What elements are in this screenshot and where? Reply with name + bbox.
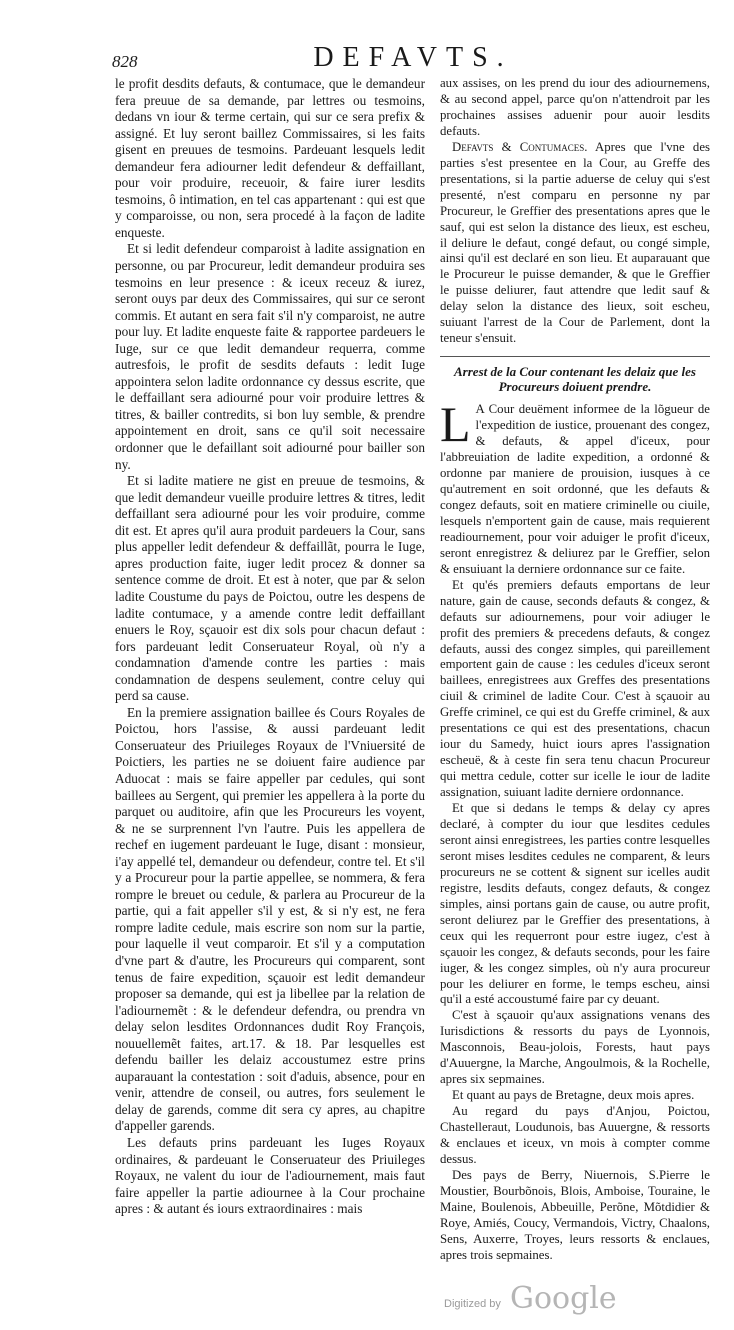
paragraph: Au regard du pays d'Anjou, Poictou, Chastelleraut, Loudunois, bas Auuergne, & ressorts & enclaues et iceux, vn mois à compter comme dessus. <box>440 1104 710 1166</box>
google-logo: Google <box>510 1281 617 1316</box>
arrest-heading: Arrest de la Cour contenant les delaiz que les Procureurs doiuent prendre. <box>454 364 696 395</box>
paragraph: le profit desdits defauts, & contumace, que le demandeur fera preuue de sa demande, par lettres ou tesmoins, dedans vn iour & terme certain, qui sur ce sera prefix & assigné. Et luy seront baillez Commissaires, si les faits gisent en preuues de tesmoins. Pardeuant lesquels ledit demandeur fera adiourner ledit defendeur & deffaillant, pour voir produire, receuoir, & faire iurer lesdits tesmoins, ô intimation, en tel cas appartenant : qui est que y comparoisse, ou non, sera procedé à la façon de ladite enqueste. <box>115 76 425 240</box>
right-column <box>440 76 710 1264</box>
digitized-watermark <box>444 1281 644 1315</box>
paragraph: En la premiere assignation baillee és Cours Royales de Poictou, hors l'assise, & aussi pardeuant ledit Conseruateur des Priuileges Royaux de l'Vniuersité de Poictiers, les parties ne se doiuent faire audience par Aduocat : mais se faire appeller par cedules, qui sont baillees au Sergent, qui premier les appellera à la porte du parquet ou auditoire, afin que les Procureurs les voyent, & ne se surprennent l'vn l'autre. Puis les appellera de rechef en iugement pardeuant le Iuge, disant : monsieur, i'ay appellé tel, demandeur ou defendeur, contre tel. Et s'il y a Procureur pour la partie appellee, se nommera, & fera rompre le breuet ou cedule, & parlera au Procureur de la partie, qui a fait appeller s'il y est, & si n'y est, ne fera rompre ladite cedule, mais escrire son nom sur la partie, pour laquelle il veut comparoir. Et s'il y a computation d'vne part & d'autre, les Procureurs qui comparent, sont tenus de faire expedition, sçauoir est ledit demandeur proposer sa demande, qui est ja libellee par la relation de l'adiournemẽt : & le defendeur defendra, ou prendra vn delay selon lesdites Ordonnances dudit Roy François, nouuellemẽt faites, art.17. & 18. Par lesquelles est defendu bailler les delaiz accoustumez estre prins auparauant la contestation : soit d'aduis, absence, pour en venir, attendre de conseil, ou autres, fors seulement le delay de garends, comme dit sera cy apres, au chapitre d'appeller garends. <box>115 704 425 1134</box>
paragraph <box>440 140 710 347</box>
paragraph-text: A Cour deuëment informee de la lõgueur de l'expedition de iustice, prouenant des congez, & defauts, & appel d'iceux, pour l'abbreuiation de ladite expedition, a ordonné & ordonne par maniere de prouision, iusques à ce qu'autrement en soit ordonné, que les defauts & congez defauts, soit en matiere criminelle ou ciuile, lesquels n'emportent gain de cause, mais requierent readiournement, pour voir aduiger le profit d'iceux, seront enregistrez & deliurez par le Greffier, selon & ensuiuant la derniere ordonnance sur ce faite. <box>440 402 710 576</box>
paragraph: Et que si dedans le temps & delay cy apres declaré, à compter du iour que lesdites cedules seront ainsi enregistrees, les parties contre lesquelles seront mises lesdites cedules ne comparent, & leurs procureurs ne se cottent & signent sur icelles audit registre, lesdits defauts, congez defauts, & congez simples, ainsi portans gain de cause, ou autre profit, seront deliurez par le Greffier des presentations, à ceux qui les requerront pour estre iugez, c'est à sçauoir les congez, & defauts seconds, pour les faire iuger, & les congez simples, où n'y aura procureur pour les deliurer en forme, le temps escheu, ainsi qu'il a esté accoustumé faire par cy deuant. <box>440 801 710 1007</box>
paragraph: Les defauts prins pardeuant les Iuges Royaux ordinaires, & pardeuant le Conseruateur des Priuileges Royaux, ne valent du iour de l'adiournement, mais faut faire appeller la partie adiournee à la Cour prochaine apres : & autant és iours extraordinaires : mais <box>115 1135 425 1217</box>
section-lead: Defavts & Contumaces. <box>452 139 588 154</box>
digitized-by-label: Digitized by <box>444 1298 501 1310</box>
paragraph: Et si ladite matiere ne gist en preuue de tesmoins, & que ledit demandeur vueille produire lettres & titres, ledit deffaillant sera adiourné pour les voir produire, comme dit est. Et apres qu'il aura produit pardeuers la Cour, sans plus appeller ledit defendeur & deffaillãt, pourra le Iuge, apres production faite, iuger ledit procez & donner sa sentence comme de droit. Et est à noter, que par & selon ladite Coustume du pays de Poictou, outre les despens de ladite contumace, y a amende contre ledit deffaillant enuers le Roy, sçauoir est dix sols pour chacun defaut : fors pardeuant ledit Conseruateur Royal, où n'y a condamnation d'amende contre les parties : mais condamnation de despens seulement, contre celuy qui perd sa cause. <box>115 473 425 704</box>
paragraph: Des pays de Berry, Niuernois, S.Pierre le Moustier, Bourbõnois, Blois, Amboise, Touraine, le Maine, Boulenois, Abbeuille, Perõne, Mõtdidier & Roye, Amiés, Coucy, Vermandois, Victry, Chaalons, Sens, Auxerre, Troyes, leurs ressorts & enclaues, apres trois sepmaines. <box>440 1167 710 1262</box>
page-number: 828 <box>112 52 138 71</box>
left-column <box>115 76 425 1218</box>
running-title: DEFAVTS. <box>313 42 513 73</box>
page-header <box>112 42 714 78</box>
drop-cap: L <box>440 396 471 453</box>
paragraph: Et qu'és premiers defauts emportans de leur nature, gain de cause, seconds defauts & congez, & defauts sur adiournemens, pour voir adiuger le profit des premiers & precedens defauts, & congez defauts, aussi des congez simples, qui pareillement emportent gain de cause : les cedules d'iceux seront baillees, enregistrees aux Greffes des presentations ciuil & criminel de ladite Cour. C'est à sçauoir au Greffe criminel, ce qui est du Greffe criminel, & aux presentations ce qui est des presentations, chacun iour du Samedy, huict iours apres l'assignation escheuë, & à ceste fin sera tenu chacun Procureur qui mettra cedule, cotter sur icelle le iour de ladite assignation, suiuant ladite derniere ordonnance. <box>440 577 710 800</box>
divider <box>440 356 710 357</box>
paragraph: aux assises, on les prend du iour des adiournemens, & au second appel, parce qu'on n'attendroit par les prochaines assises aduenir pour auoir lesdits defauts. <box>440 76 710 138</box>
section-text: Apres que l'vne des parties s'est presentee en la Cour, au Greffe des presentations, si la partie aduerse de celuy qui s'est presenté, n'est comparu en personne ny par Procureur, le Greffier des presentations apres que le sauf, qui est selon la distance des lieux, est escheu, il deliure le defaut, congé defaut, ou congé simple, ainsi qu'il est declaré en son lieu. Et auparauant que le Procureur le puisse demander, & que le Greffier le puisse deliurer, faut attendre que ledit sauf & delay selon la distance des lieux, soit escheu, suiuant l'arrest de la Cour de Parlement, dont la teneur s'ensuit. <box>440 139 710 346</box>
paragraph: C'est à sçauoir qu'aux assignations venans des Iurisdictions & ressorts du pays de Lyonnois, Masconnois, Beau-jolois, Forests, haut pays d'Auuergne, la Marche, Angoulmois, & la Rochelle, apres six sepmaines. <box>440 1008 710 1087</box>
paragraph <box>440 396 710 577</box>
paragraph: Et si ledit defendeur comparoist à ladite assignation en personne, ou par Procureur, ledit demandeur produira ses tesmoins en leur presence : & iceux receuz & iurez, seront ouys par deux des Commissaires, qui sur ce seront commis. Et autant en sera fait s'il n'y comparoist, ne autre pour luy. Et ladite enqueste faite & rapportee pardeuers le Iuge, sur ce que ledit demandeur requerra, comme autresfois, le profit de sesdits defauts : ledit Iuge appointera selon ladite ordonnance cy dessus escrite, que le deffaillant sera adiourné pour voir produire lettres & titres, & bailler contredits, si bon luy semble, & prendre appointement en droit, sans ce qu'il soit necessaire ordonner que le defaillant soit adiourné pour bailler son ny. <box>115 241 425 472</box>
paragraph: Et quant au pays de Bretagne, deux mois apres. <box>452 1088 695 1103</box>
